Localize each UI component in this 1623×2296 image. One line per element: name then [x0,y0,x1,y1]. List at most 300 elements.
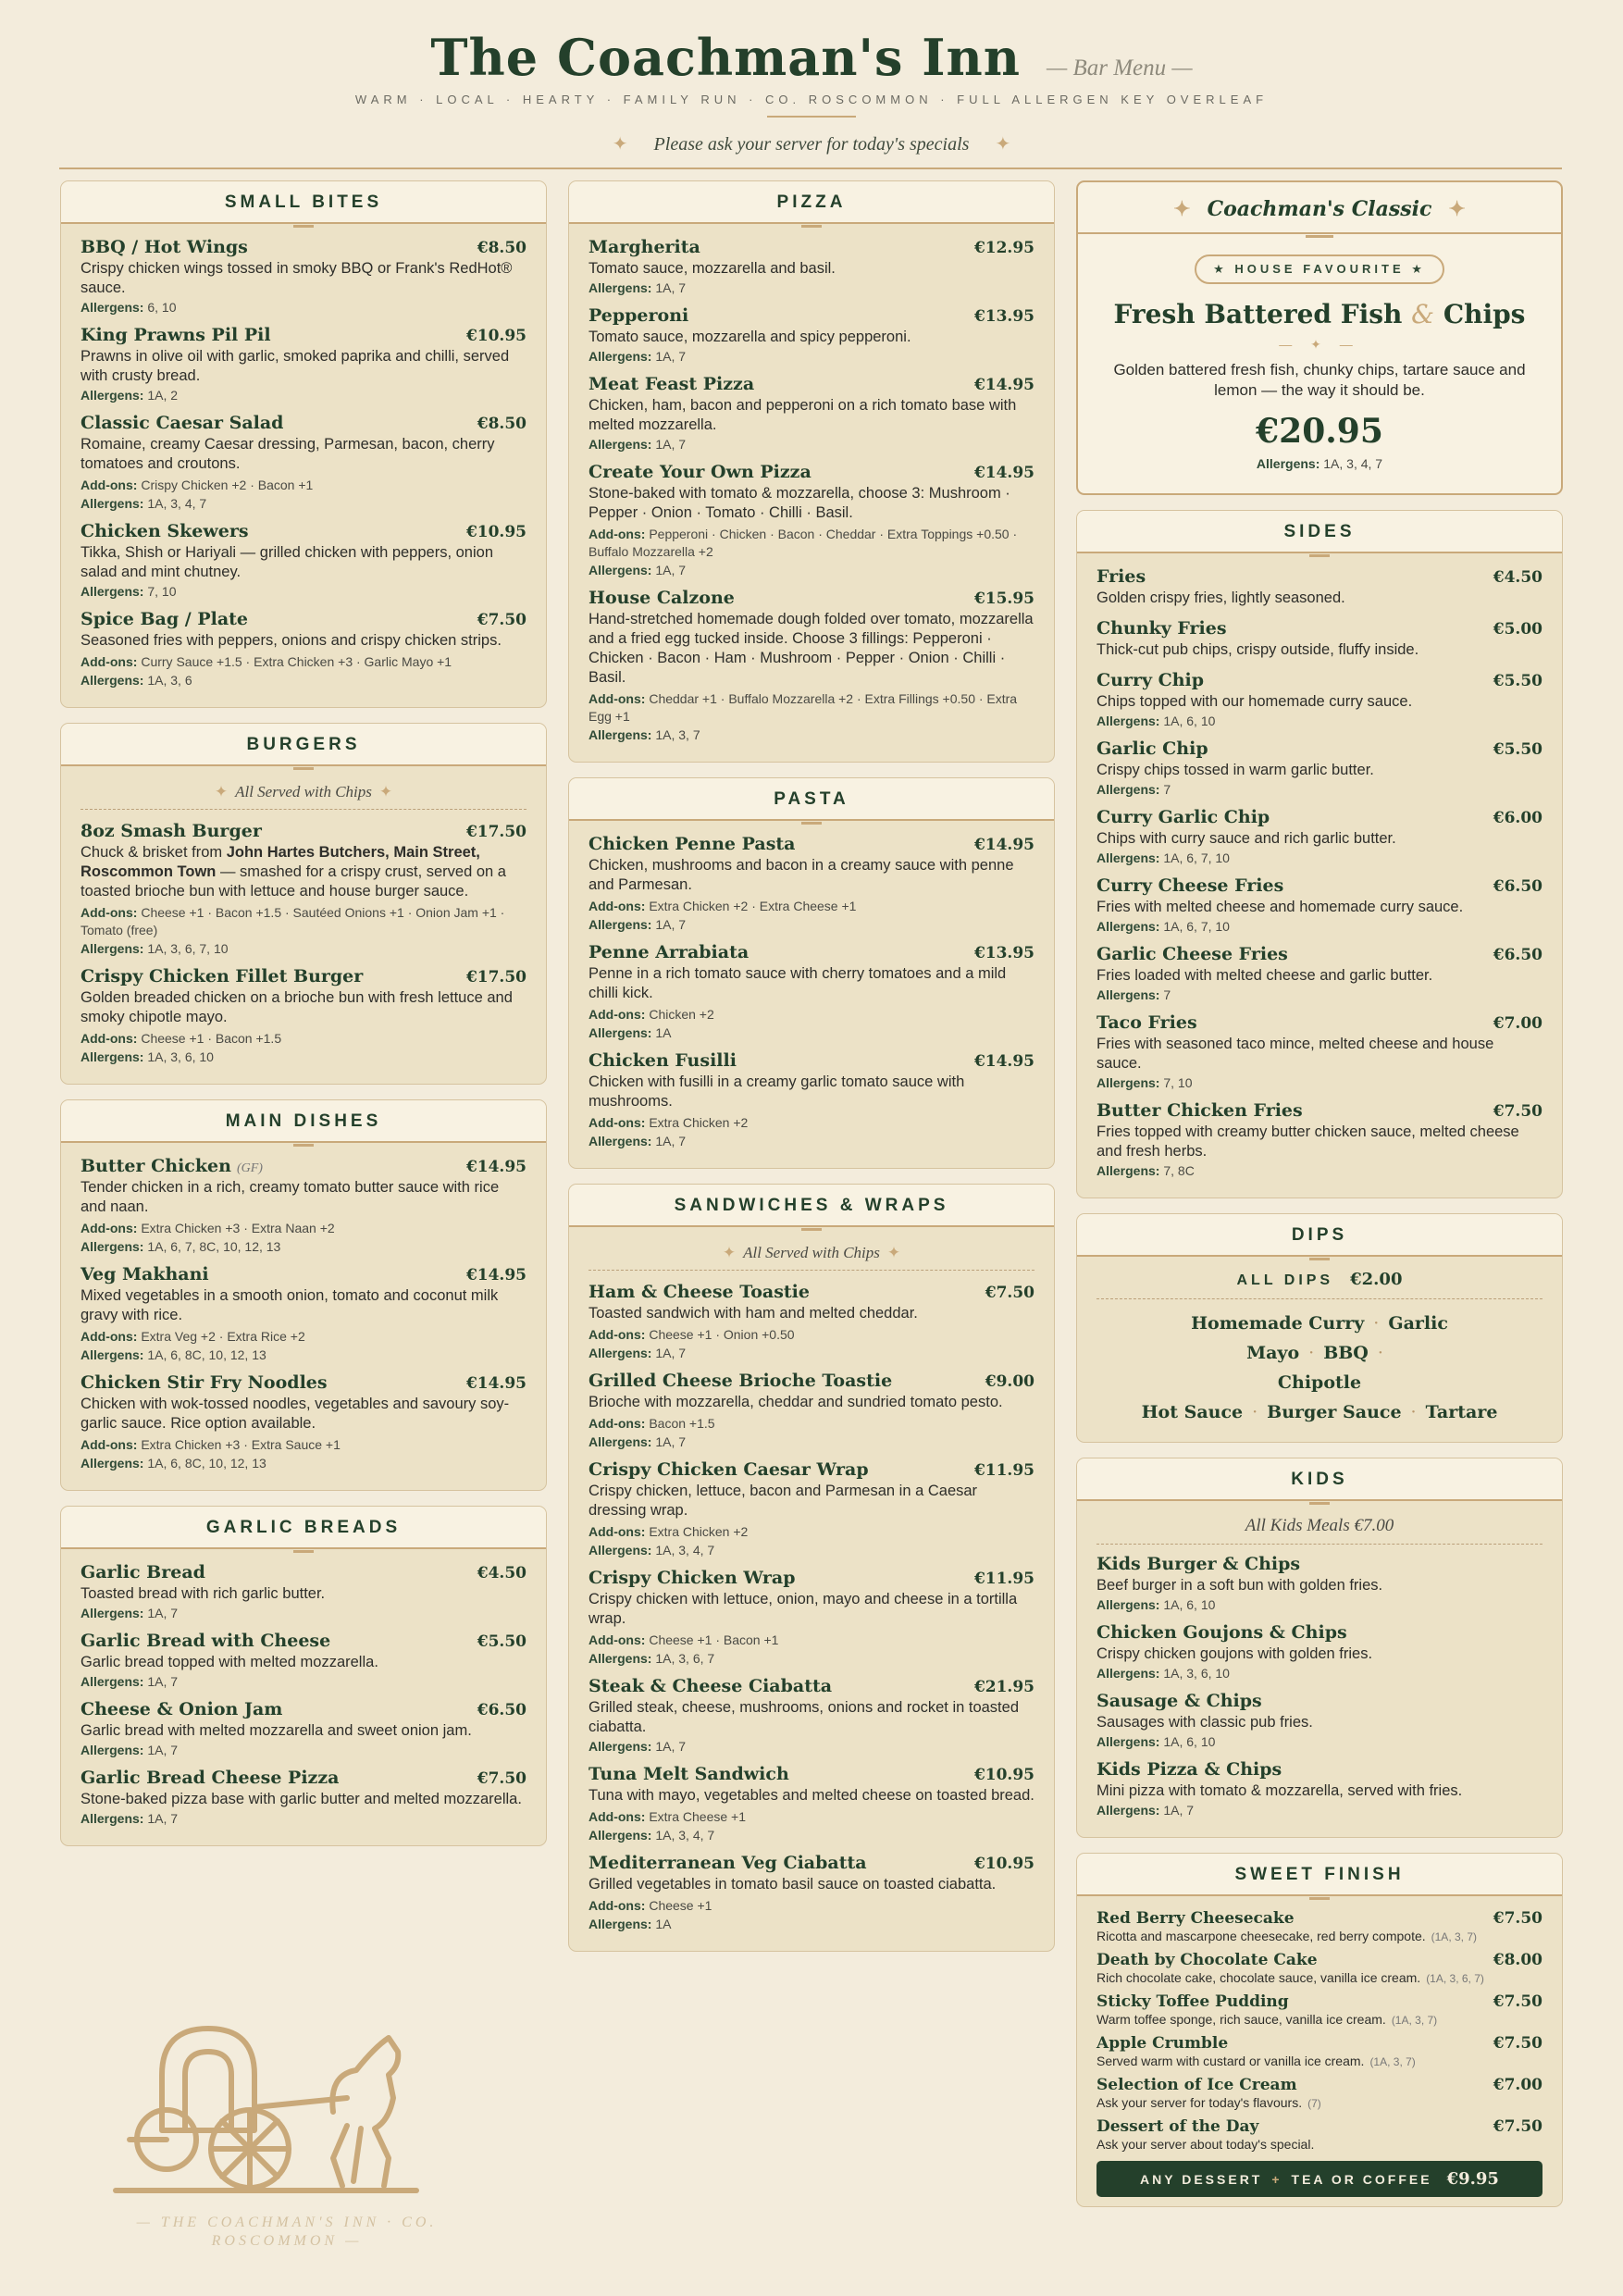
allergens-label: Allergens: [588,1739,652,1754]
item-name-text: Create Your Own Pizza [588,462,812,482]
item-header [81,821,527,841]
allergens-value: 1A, 7 [655,280,687,295]
item-addons [81,653,527,671]
item-addons [588,1114,1035,1132]
item-price: €7.50 [477,611,527,629]
item-description: Crispy chips tossed in warm garlic butter. [1096,762,1374,778]
item-addons [588,1808,1035,1826]
item-header [588,237,1035,257]
item-description: Chicken, mushrooms and bacon in a creamy sauce with penne and Parmesan. [588,857,1014,893]
section-title: BURGERS [246,735,361,754]
item-name [588,1676,832,1696]
item-name [588,374,754,394]
menu-item [81,966,527,1064]
item-header [588,1459,1035,1480]
menu-item [588,1568,1035,1666]
item-allergens [588,917,1035,932]
item-addons [588,1632,1035,1649]
item-header [588,1676,1035,1696]
allergens-label: Allergens: [588,1134,652,1148]
item-price: €15.95 [973,590,1035,608]
star-ornament-icon: ✦ [612,134,628,155]
allergens-value: 1A, 3, 4, 7 [147,496,207,511]
item-price: €14.95 [465,1374,527,1393]
menu-item [81,609,527,688]
addons-label: Add-ons: [81,905,138,920]
item-allergens [81,496,527,511]
item-name [1096,670,1204,690]
item-description [1096,1929,1542,1943]
item-description: Sausages with classic pub fries. [1096,1714,1313,1731]
dips-label: ALL DIPS [1236,1272,1334,1288]
item-header [588,942,1035,962]
allergens-value: 1A, 3, 6, 7 [655,1651,715,1666]
item-description [1096,1970,1542,1985]
classic-price: €20.95 [1256,412,1383,451]
item-addons [588,1415,1035,1433]
menu-item [1096,1012,1542,1090]
item-header [81,609,527,629]
item-header [1096,1554,1542,1574]
addons-value: Extra Cheese +1 [649,1809,746,1824]
item-description: Grilled vegetables in tomato basil sauce on toasted ciabatta. [588,1876,997,1893]
item-name [81,1699,282,1719]
section-title: SIDES [1283,522,1356,541]
item-price: €7.50 [1493,1102,1542,1121]
allergens-value: 1A, 6, 8C, 10, 12, 13 [147,1456,266,1471]
dessert-item [1096,1951,1542,1985]
menu-item [588,1459,1035,1558]
item-allergens [1096,850,1542,865]
item-price: €17.50 [465,823,527,841]
section-note [81,779,527,810]
classic-title-text: Coachman's Classic [1207,197,1432,221]
item-name [81,1264,209,1285]
allergens-label: Allergens: [1096,919,1160,934]
item-allergens [1096,987,1542,1002]
item-name-text: Garlic Bread Cheese Pizza [81,1768,340,1788]
star-ornament-icon: ✦ [1173,197,1191,221]
addons-label: Add-ons: [81,1031,138,1046]
item-name [1096,807,1270,827]
item-description: Grilled steak, cheese, mushrooms, onions and rocket in toasted ciabatta. [588,1699,1019,1735]
item-addons [588,1523,1035,1541]
allergens-value: 7 [1163,782,1171,797]
house-favourite-badge: ★ HOUSE FAVOURITE ★ [1195,254,1444,284]
star-ornament-icon: ✦ [722,1244,737,1261]
item-header [1096,1691,1542,1711]
item-name-text: Garlic Bread with Cheese [81,1631,331,1651]
allergens-label: Allergens: [588,280,652,295]
addons-value: Extra Chicken +2 · Extra Cheese +1 [649,899,857,913]
allergens-label: Allergens: [81,673,144,688]
item-name [588,942,749,962]
item-name-text: Ham & Cheese Toastie [588,1282,810,1302]
item-name [81,609,248,629]
star-ornament-icon: ✦ [886,1244,901,1261]
allergens-value: 1A, 3, 6, 7, 10 [147,941,229,956]
item-list [61,1143,546,1490]
item-description: Garlic bread topped with melted mozzarella. [81,1654,378,1670]
section-note-text: All Served with Chips [743,1244,880,1261]
item-price: €9.00 [985,1372,1035,1391]
allergens-label: Allergens: [588,1346,652,1360]
item-addons [81,1030,527,1048]
addons-label: Add-ons: [588,1898,646,1913]
dessert-item [1096,1909,1542,1943]
item-price: €11.95 [973,1461,1035,1480]
item-name-text: Crispy Chicken Fillet Burger [81,966,364,987]
description-text: Ask your server for today's flavours. [1096,2095,1303,2110]
item-header [81,1264,527,1285]
section-title: MAIN DISHES [225,1111,382,1131]
menu-item [588,1282,1035,1360]
menu-item [1096,1100,1542,1178]
item-header [1096,807,1542,827]
allergens-label: Allergens: [81,1743,144,1757]
description-text: Warm toffee sponge, rich sauce, vanilla ice cream. [1096,2012,1386,2027]
item-name [81,237,248,257]
item-price: €6.50 [1493,877,1542,896]
section-burgers [60,723,547,1085]
item-name [588,588,735,608]
description-text: Chuck & brisket from [81,844,227,861]
item-list [569,224,1054,762]
item-header [81,1768,527,1788]
allergens-label: Allergens: [1096,987,1160,1002]
deal-plus: + [1271,2172,1282,2187]
menu-item [1096,807,1542,865]
menu-item [588,1764,1035,1843]
item-name-text: Pepperoni [588,305,689,326]
allergens-value: 7, 10 [1163,1075,1193,1090]
allergens-label: Allergens: [81,1456,144,1471]
item-name: Sticky Toffee Pudding [1096,1992,1289,2011]
item-name [588,1050,737,1071]
allergens-value: 1A [655,1917,672,1931]
classic-title [1157,197,1482,221]
menu-item [588,834,1035,932]
item-description [1096,2095,1542,2110]
item-price: €5.50 [477,1632,527,1651]
menu-item [1096,618,1542,660]
allergens-label: Allergens: [81,1347,144,1362]
allergens-value: 1A, 7 [655,1739,687,1754]
item-name-text: Chicken Fusilli [588,1050,737,1071]
star-ornament-icon: ✦ [1448,197,1466,221]
dip-item: Garlic Mayo [1246,1313,1448,1363]
menu-item [588,588,1035,742]
item-description: Prawns in olive oil with garlic, smoked paprika and chilli, served with crusty bread. [81,348,510,384]
allergens-label: Allergens: [588,1543,652,1558]
item-name [1096,875,1283,896]
item-allergens [81,1456,527,1471]
allergens-label: Allergens: [588,727,652,742]
item-name-text: Chunky Fries [1096,618,1227,639]
section-main-dishes [60,1099,547,1491]
item-header [81,325,527,345]
item-name [81,821,262,841]
item-price: €6.50 [477,1701,527,1719]
item-allergens [81,1606,527,1620]
item-price: €7.50 [1493,1992,1542,2011]
allergens-label: Allergens: [1096,850,1160,865]
item-header [1096,1100,1542,1121]
dips-price: €2.00 [1350,1270,1403,1289]
footer-text: — THE COACHMAN'S INN · CO. ROSCOMMON — [136,2215,438,2249]
allergens-value: (1A, 3, 7) [1431,1930,1477,1943]
addons-label: Add-ons: [588,1115,646,1130]
section-title: GARLIC BREADS [205,1518,402,1537]
section-pizza [568,180,1055,763]
item-name-text: Crispy Chicken Caesar Wrap [588,1459,869,1480]
item-allergens [588,1917,1035,1931]
section-title: DIPS [1291,1225,1348,1245]
menu-item [1096,670,1542,728]
item-name-text: Curry Chip [1096,670,1205,690]
dessert-deal-bar [1096,2161,1542,2197]
item-header [588,1050,1035,1071]
item-name: Dessert of the Day [1096,2117,1259,2136]
item-allergens [1096,1734,1542,1749]
item-name: Red Berry Cheesecake [1096,1909,1295,1928]
allergens-value: 1A, 3, 4, 7 [655,1543,715,1558]
item-header [1096,2076,1542,2094]
column-left [60,180,547,1861]
item-allergens [81,584,527,599]
menu-item [1096,1622,1542,1681]
star-ornament-icon: ✦ [378,783,393,800]
item-name [588,1371,892,1391]
allergens-label: Allergens: [1096,714,1160,728]
description-highlight: John Hartes Butchers, Main Street, Roscommon Town [81,844,480,880]
item-name [81,1372,328,1393]
menu-item [1096,1759,1542,1818]
allergens-value: 1A, 6, 7, 10 [1163,919,1230,934]
item-name-text: Curry Cheese Fries [1096,875,1284,896]
specials-note-text: Please ask your server for today's specials [653,134,970,155]
item-price: €10.95 [973,1766,1035,1784]
item-name-text: Spice Bag / Plate [81,609,249,629]
item-header [1096,875,1542,896]
section-title: KIDS [1291,1470,1348,1489]
item-name [81,325,271,345]
item-addons [588,526,1035,561]
allergens-value: 1A, 3, 4, 7 [1323,456,1383,471]
item-description: Crispy chicken, lettuce, bacon and Parmesan in a Caesar dressing wrap. [588,1483,978,1519]
item-description: Golden crispy fries, lightly seasoned. [1096,590,1345,606]
tagline-rule [767,116,856,118]
item-name [588,1282,810,1302]
dip-item: BBQ [1323,1343,1369,1363]
item-name-text: Butter Chicken [81,1156,231,1176]
item-description: Chicken with fusilli in a creamy garlic tomato sauce with mushrooms. [588,1074,965,1110]
item-description: Seasoned fries with peppers, onions and crispy chicken strips. [81,632,502,649]
item-description: Chicken with wok-tossed noodles, vegetables and savoury soy-garlic sauce. Rice option available. [81,1396,510,1432]
specials-note [0,132,1623,155]
item-price: €5.00 [1493,620,1542,639]
description-text: Ask your server about today's special. [1096,2137,1315,2152]
allergens-label: Allergens: [1096,1163,1160,1178]
item-description: Fries with seasoned taco mince, melted cheese and house sauce. [1096,1036,1494,1072]
item-name-text: Chicken Goujons & Chips [1096,1622,1347,1643]
section-pasta [568,777,1055,1169]
menu-item [81,237,527,315]
item-allergens [81,673,527,688]
item-allergens [1096,1597,1542,1612]
menu-item [81,1768,527,1826]
item-name [588,1459,869,1480]
item-name [588,237,700,257]
item-name [1096,1622,1347,1643]
allergens-label: Allergens: [1096,782,1160,797]
item-addons [588,690,1035,726]
addons-label: Add-ons: [81,1221,138,1235]
allergens-value: 1A, 7 [655,917,687,932]
menu-item [588,1371,1035,1449]
item-name-text: Taco Fries [1096,1012,1197,1033]
item-header [588,1371,1035,1391]
item-description: Hand-stretched homemade dough folded over tomato, mozzarella and a fried egg tucked inside. Choose 3 fillings: Pepperoni · Chicken · Bacon · Ham · Mushroom · Pepper · Onion · Chilli · Basil. [588,611,1034,686]
addons-value: Bacon +1.5 [649,1416,715,1431]
item-allergens [588,727,1035,742]
item-price: €14.95 [973,836,1035,854]
item-header [81,413,527,433]
item-header [1096,1909,1542,1928]
item-description: Brioche with mozzarella, cheddar and sundried tomato pesto. [588,1394,1003,1410]
item-description: Golden breaded chicken on a brioche bun with fresh lettuce and smoky chipotle mayo. [81,989,513,1025]
menu-item [1096,1691,1542,1749]
item-price: €4.50 [1493,568,1542,587]
allergens-label: Allergens: [1096,1666,1160,1681]
menu-item [588,462,1035,577]
addons-label: Add-ons: [81,654,138,669]
allergens-value: (1A, 3, 7) [1391,2014,1438,2027]
section-title: PIZZA [776,192,847,212]
item-header [1096,1622,1542,1643]
item-header [81,966,527,987]
section-note [588,1240,1035,1271]
item-header [81,1562,527,1582]
menu-header [0,28,1623,155]
addons-label: Add-ons: [81,1329,138,1344]
item-addons [81,477,527,494]
item-name-text: Veg Makhani [81,1264,209,1285]
item-addons [81,1328,527,1346]
item-name [81,1562,205,1582]
item-addons [588,898,1035,915]
allergens-value: (1A, 3, 7) [1369,2055,1416,2068]
menu-item [81,1264,527,1362]
item-name [588,1568,795,1588]
item-description: Fries loaded with melted cheese and garlic butter. [1096,967,1433,984]
star-ornament-icon: ✦ [214,783,229,800]
item-header [588,834,1035,854]
allergens-value: 1A, 7 [655,1134,687,1148]
addons-label: Add-ons: [588,899,646,913]
addons-label: Add-ons: [81,1437,138,1452]
item-name-text: Garlic Bread [81,1562,205,1582]
allergens-label: Allergens: [1096,1734,1160,1749]
item-description [81,843,527,901]
allergens-value: 1A, 6, 7, 8C, 10, 12, 13 [147,1239,281,1254]
item-name-text: Cheese & Onion Jam [81,1699,283,1719]
item-name-text: Chicken Skewers [81,521,249,541]
item-description: Toasted sandwich with ham and melted cheddar. [588,1305,918,1322]
menu-item [588,305,1035,364]
allergens-label: Allergens: [1256,456,1320,471]
allergens-value: 1A, 2 [147,388,179,403]
item-name-text: Garlic Chip [1096,738,1208,759]
item-header [1096,670,1542,690]
allergens-label: Allergens: [81,388,144,403]
dessert-item [1096,2034,1542,2068]
item-price: €10.95 [465,327,527,345]
item-name-text: King Prawns Pil Pil [81,325,271,345]
menu-subtitle: — Bar Menu — [1047,56,1193,81]
allergens-label: Allergens: [588,563,652,577]
allergens-label: Allergens: [81,300,144,315]
allergens-value: 1A, 6, 10 [1163,1734,1216,1749]
item-header [588,1568,1035,1588]
item-allergens [588,1134,1035,1148]
item-description: Tender chicken in a rich, creamy tomato butter sauce with rice and naan. [81,1179,500,1215]
allergens-value: 1A, 6, 8C, 10, 12, 13 [147,1347,266,1362]
dessert-item [1096,2117,1542,2152]
addons-value: Cheese +1 · Bacon +1.5 [141,1031,282,1046]
dip-item: Homemade Curry [1191,1313,1365,1334]
allergens-label: Allergens: [588,1917,652,1931]
item-description: Toasted bread with rich garlic butter. [81,1585,326,1602]
section-garlic-breads [60,1506,547,1846]
item-description: Tomato sauce, mozzarella and basil. [588,260,836,277]
item-allergens [1096,1075,1542,1090]
item-allergens [588,1543,1035,1558]
column-right [1076,180,1563,2222]
item-name [81,1156,263,1176]
allergens-value: 1A, 7 [147,1606,179,1620]
item-allergens [81,1674,527,1689]
allergens-label: Allergens: [588,1651,652,1666]
allergens-label: Allergens: [588,917,652,932]
item-name [81,521,249,541]
item-price: €14.95 [973,464,1035,482]
item-allergens [81,1347,527,1362]
menu-item [81,1699,527,1757]
item-list [61,1549,546,1845]
section-kids [1076,1458,1563,1838]
dish-name-part: Chips [1443,299,1526,329]
item-header [1096,1012,1542,1033]
item-name-text: Kids Pizza & Chips [1096,1759,1282,1780]
allergens-value: 1A [655,1025,672,1040]
item-header [588,1853,1035,1873]
item-list [1096,1909,1542,2152]
item-header [588,374,1035,394]
item-name [1096,618,1227,639]
item-description: Tuna with mayo, vegetables and melted cheese on toasted bread. [588,1787,1035,1804]
allergens-label: Allergens: [81,1049,144,1064]
item-name-text: Sausage & Chips [1096,1691,1262,1711]
item-allergens [588,1434,1035,1449]
item-header [81,1699,527,1719]
allergens-label: Allergens: [1096,1075,1160,1090]
menu-item [81,821,527,956]
addons-label: Add-ons: [588,1327,646,1342]
section-coachmans-classic [1076,180,1563,495]
deal-text: ANY DESSERT [1140,2172,1263,2187]
addons-value: Curry Sauce +1.5 · Extra Chicken +3 · Garlic Mayo +1 [141,654,452,669]
